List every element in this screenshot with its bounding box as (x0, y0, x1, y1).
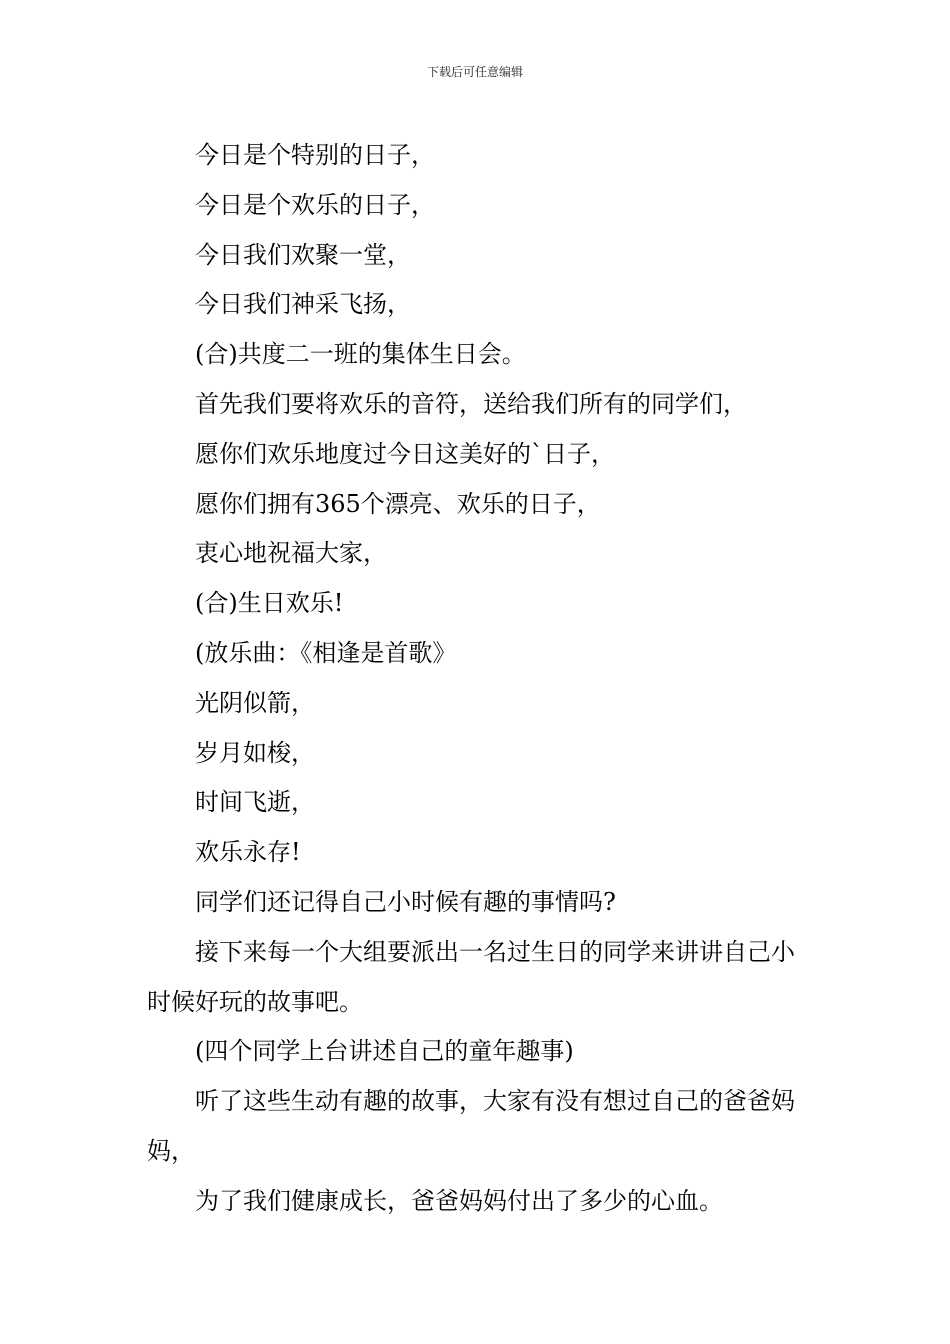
paragraph: 光阴似箭， (195, 688, 315, 717)
document-body (147, 131, 807, 1227)
paragraph: (合)生日欢乐! (195, 589, 344, 618)
paragraph: 今日我们欢聚一堂， (195, 240, 411, 269)
paragraph: 为了我们健康成长，爸爸妈妈付出了多少的心血。 (195, 1186, 723, 1215)
page-header: 下载后可任意编辑 (426, 65, 523, 79)
paragraph: (合)共度二一班的集体生日会。 (195, 340, 526, 369)
paragraph: 听了这些生动有趣的故事，大家有没有想过自己的爸爸妈妈， (147, 1087, 795, 1165)
paragraph: 同学们还记得自己小时候有趣的事情吗? (195, 887, 616, 916)
paragraph: 岁月如梭， (195, 738, 315, 767)
paragraph: 愿你们欢乐地度过今日这美好的`日子， (195, 439, 615, 468)
paragraph: 欢乐永存! (195, 838, 301, 867)
paragraph: 时间飞逝， (195, 788, 315, 817)
paragraph: 今日是个欢乐的日子， (195, 190, 435, 219)
paragraph: (放乐曲：《相逢是首歌》 (195, 638, 457, 667)
paragraph: 今日是个特别的日子， (195, 141, 435, 169)
paragraph: 接下来每一个大组要派出一名过生日的同学来讲讲自己小时候好玩的故事吧。 (147, 937, 795, 1016)
paragraph: (四个同学上台讲述自己的童年趣事) (195, 1037, 574, 1066)
paragraph: 衷心地祝福大家， (195, 539, 387, 568)
paragraph: 首先我们要将欢乐的音符，送给我们所有的同学们， (195, 389, 747, 418)
paragraph: 今日我们神采飞扬， (195, 290, 411, 319)
paragraph: 愿你们拥有365个漂亮、欢乐的日子， (195, 489, 601, 518)
